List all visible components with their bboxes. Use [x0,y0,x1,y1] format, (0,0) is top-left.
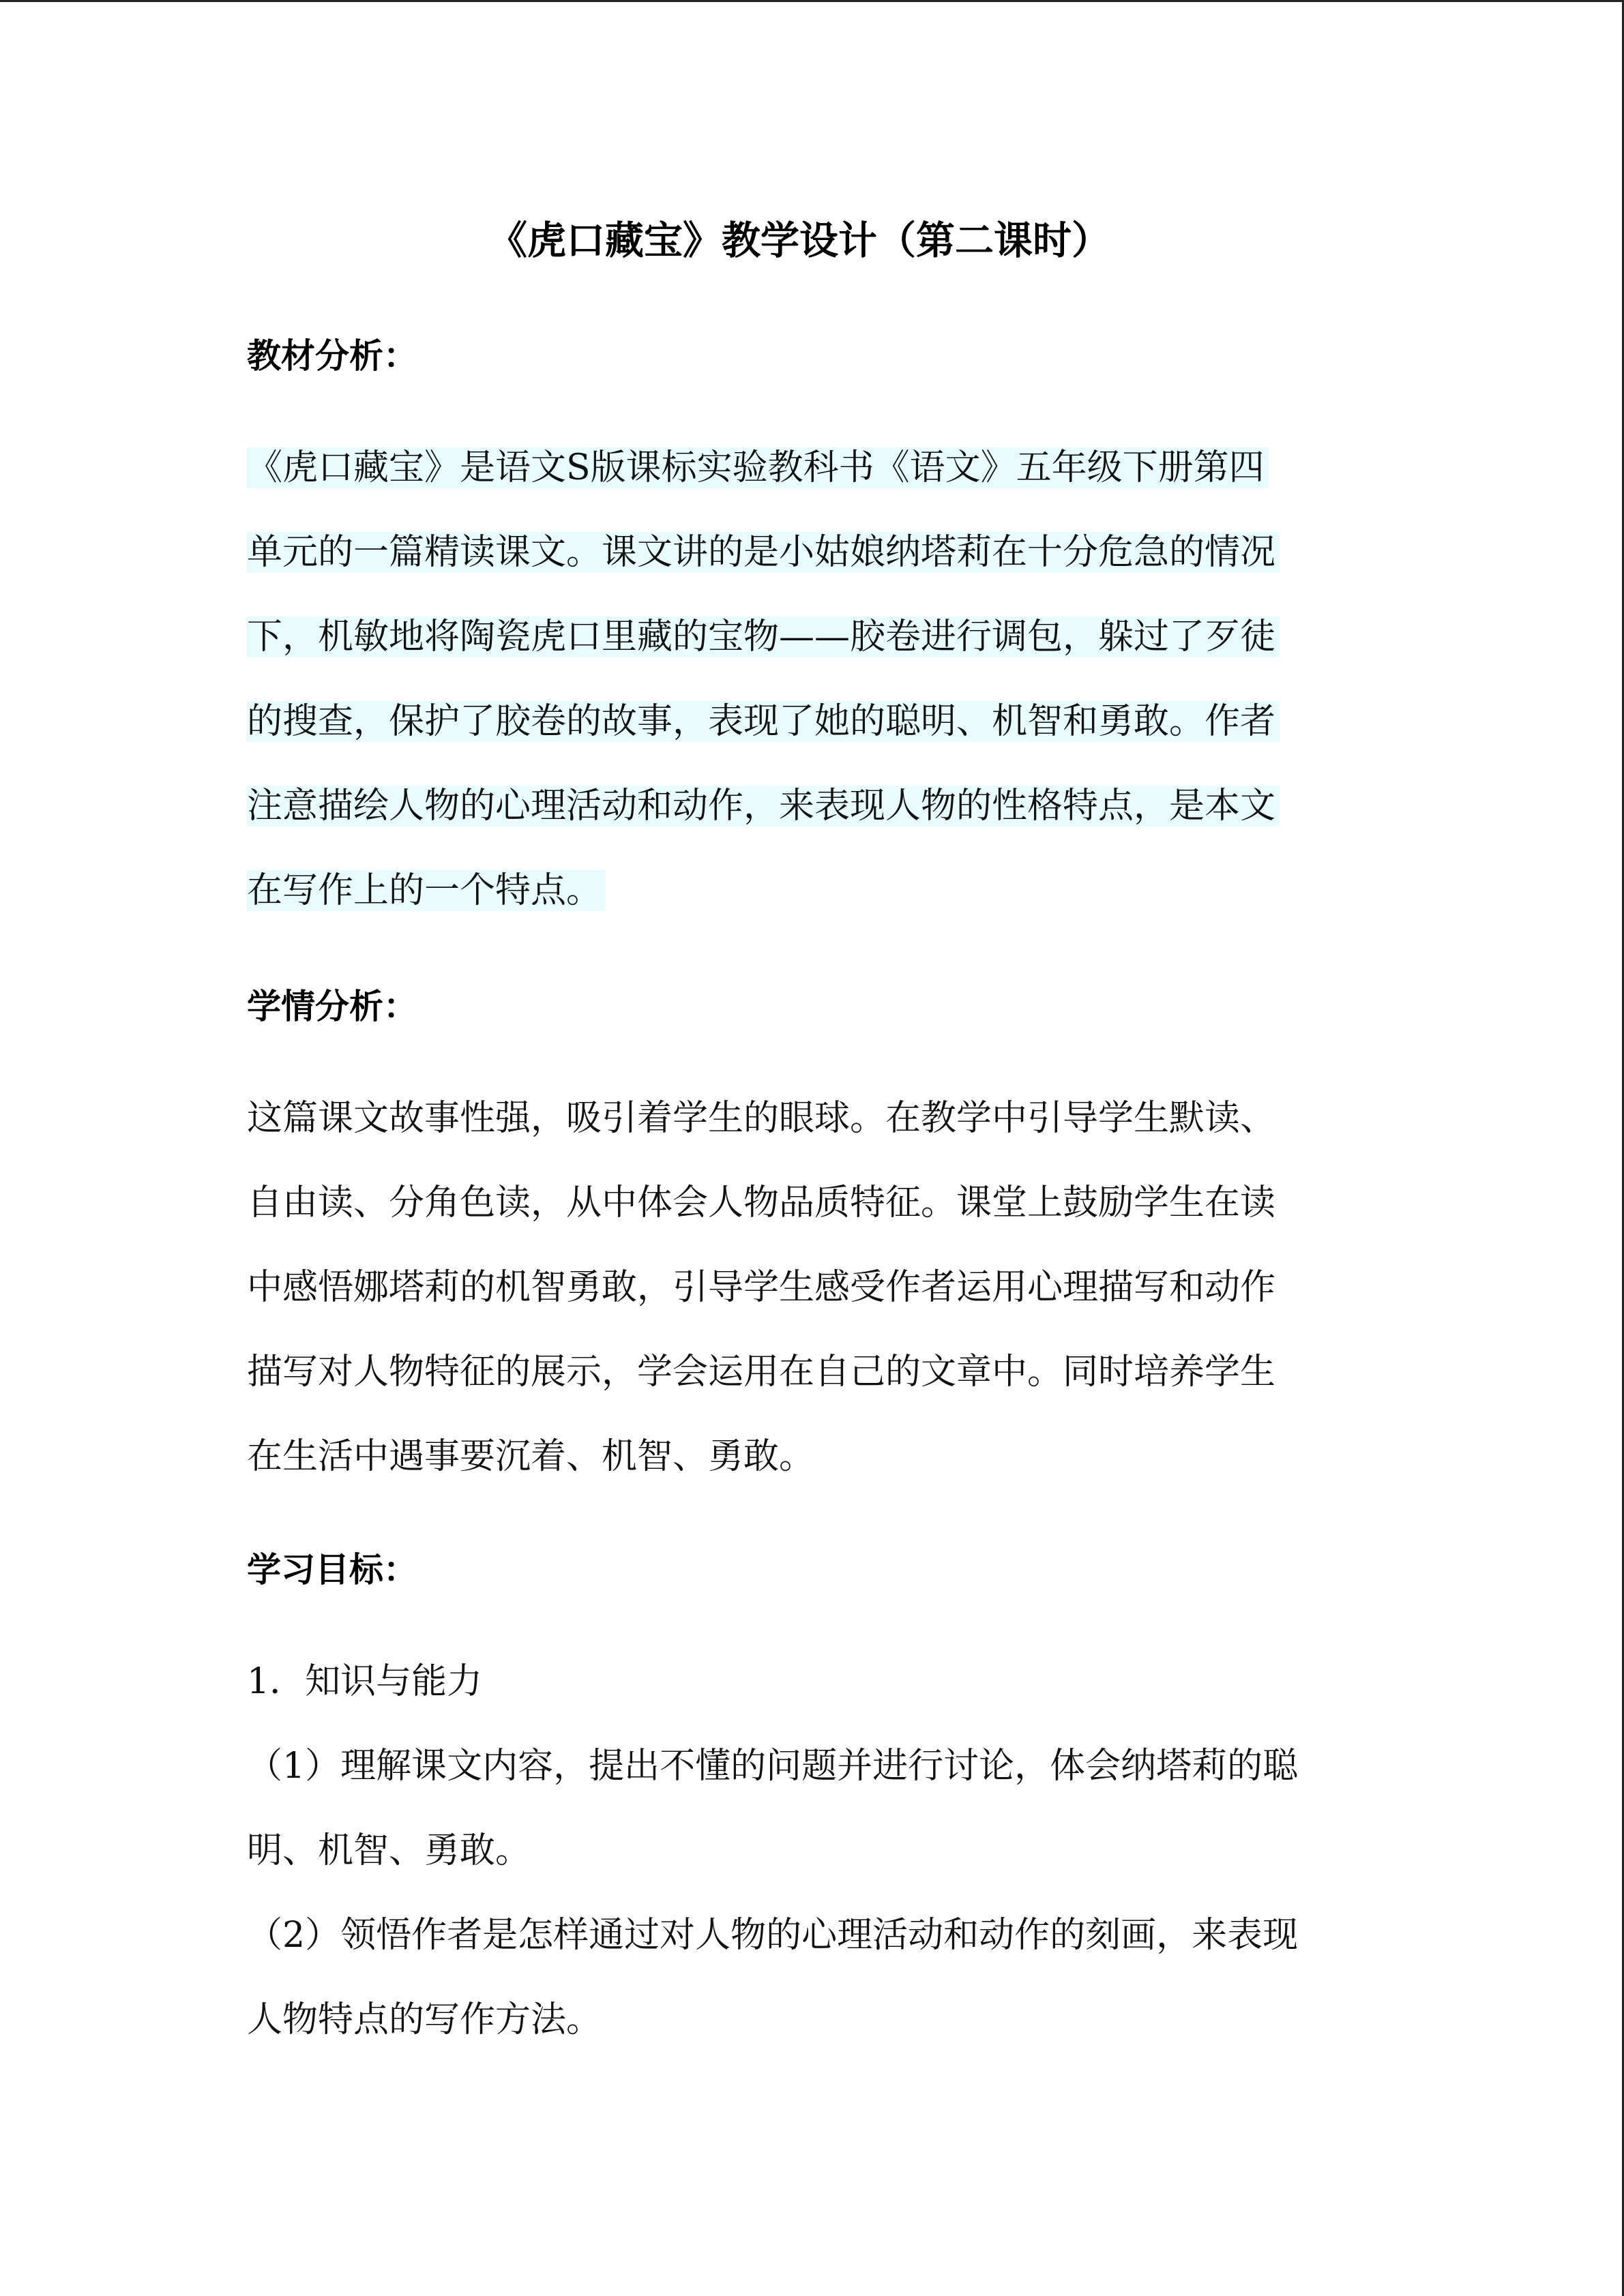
paragraph-line: 自由读、分角色读，从中体会人物品质特征。课堂上鼓励学生在读 [247,1182,1276,1223]
paragraph-line [247,775,1280,837]
goal-line: 明、机智、勇敢。 [247,1830,531,1871]
goal-line: （1）理解课文内容，提出不懂的问题并进行讨论，体会纳塔莉的聪 [247,1746,1299,1787]
highlighted-text: 单元的一篇精读课文。课文讲的是小姑娘纳塔莉在十分危急的情况 [247,532,1280,573]
goal-line: 人物特点的写作方法。 [247,1999,602,2040]
paragraph-line: 在生活中遇事要沉着、机智、勇敢。 [247,1436,815,1477]
paragraph-line [247,860,606,921]
highlighted-text: 在写作上的一个特点。 [247,870,606,911]
highlighted-text: 注意描绘人物的心理活动和动作，来表现人物的性格特点，是本文 [247,786,1280,826]
section-heading-material: 教材分析： [247,336,417,376]
highlighted-text: 下，机敏地将陶瓷虎口里藏的宝物——胶卷进行调包，躲过了歹徒 [247,616,1280,657]
paragraph-line [247,606,1280,668]
highlighted-text: 的搜查，保护了胶卷的故事，表现了她的聪明、机智和勇敢。作者 [247,701,1280,742]
goal-line: 1．知识与能力 [247,1661,483,1702]
highlighted-text: 《虎口藏宝》是语文S版课标实验教科书《语文》五年级下册第四 [247,447,1269,488]
paragraph-line: 中感悟娜塔莉的机智勇敢，引导学生感受作者运用心理描写和动作 [247,1267,1276,1308]
paragraph-line [247,437,1269,498]
paragraph-line [247,691,1280,752]
section-heading-students: 学情分析： [247,987,417,1026]
paragraph-line: 这篇课文故事性强，吸引着学生的眼球。在教学中引导学生默读、 [247,1098,1276,1139]
paragraph-line: 描写对人物特征的展示，学会运用在自己的文章中。同时培养学生 [247,1352,1276,1392]
document-title: 《虎口藏宝》教学设计（第二课时） [488,218,1110,263]
section-heading-goals: 学习目标： [247,1550,417,1590]
goal-line: （2）领悟作者是怎样通过对人物的心理活动和动作的刻画，来表现 [247,1915,1299,1956]
paragraph-line [247,522,1280,583]
